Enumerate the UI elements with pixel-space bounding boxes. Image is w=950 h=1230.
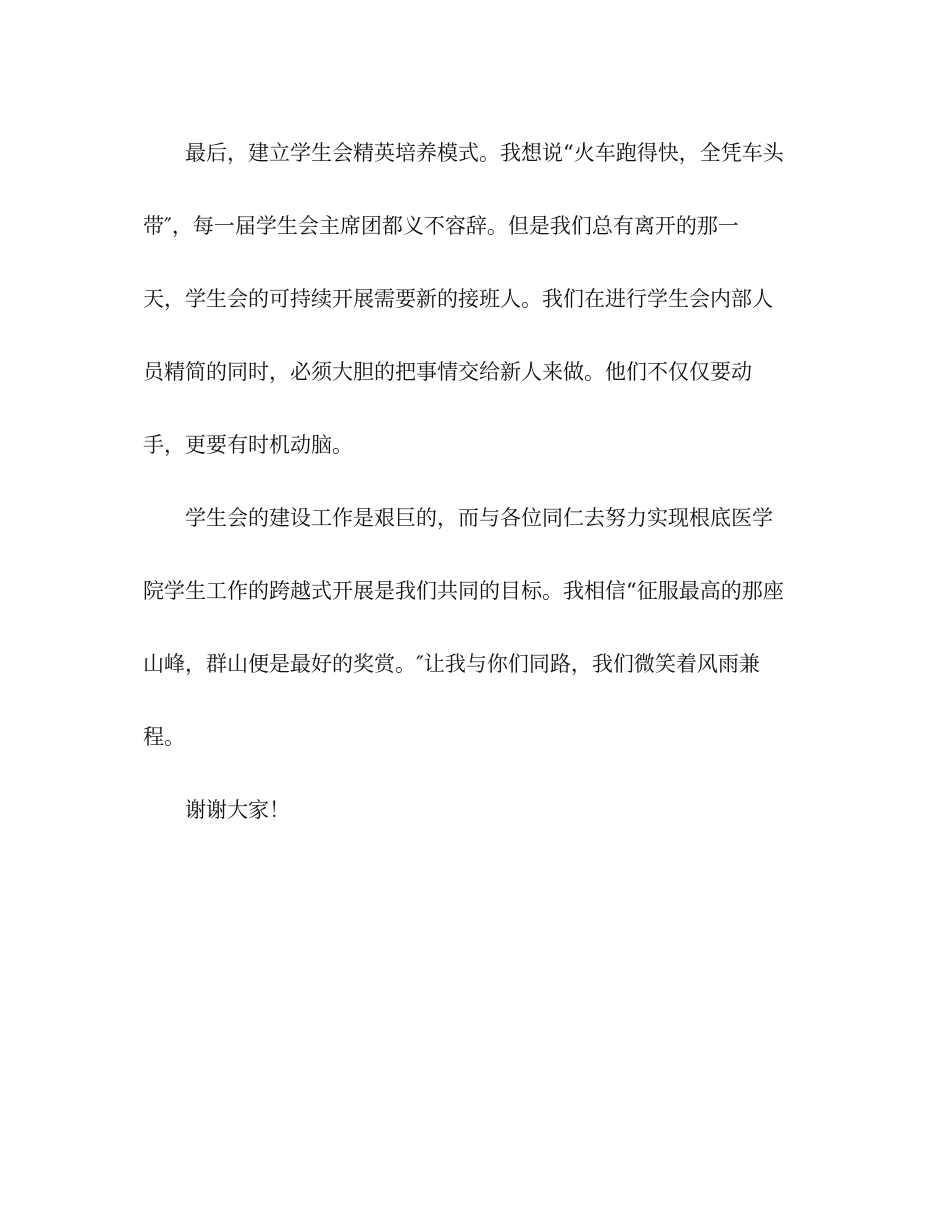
text-line: 天，学生会的可持续开展需要新的接班人。我们在进行学生会内部人 bbox=[143, 287, 773, 311]
paragraph-thanks bbox=[143, 774, 807, 847]
text-line: 程。 bbox=[143, 725, 185, 749]
text-line: 学生会的建设工作是艰巨的，而与各位同仁去努力实现根底医学 bbox=[185, 506, 773, 530]
text-line: 带″，每一届学生会主席团都义不容辞。但是我们总有离开的那一 bbox=[143, 214, 739, 238]
text-line: 手，更要有时机动脑。 bbox=[143, 433, 353, 457]
text-line: 院学生工作的跨越式开展是我们共同的目标。我相信“征服最高的那座 bbox=[143, 579, 784, 603]
text-line: 最后，建立学生会精英培养模式。我想说“火车跑得快，全凭车头 bbox=[185, 141, 784, 165]
text-line: 谢谢大家！ bbox=[185, 798, 290, 822]
text-line: 山峰，群山便是最好的奖赏。″让我与你们同路，我们微笑着风雨兼 bbox=[143, 652, 760, 676]
text-line: 员精简的同时，必须大胆的把事情交给新人来做。他们不仅仅要动 bbox=[143, 360, 752, 384]
paragraph-common-goal bbox=[143, 482, 807, 774]
paragraph-elite-training bbox=[143, 117, 807, 482]
document-body bbox=[143, 117, 807, 847]
